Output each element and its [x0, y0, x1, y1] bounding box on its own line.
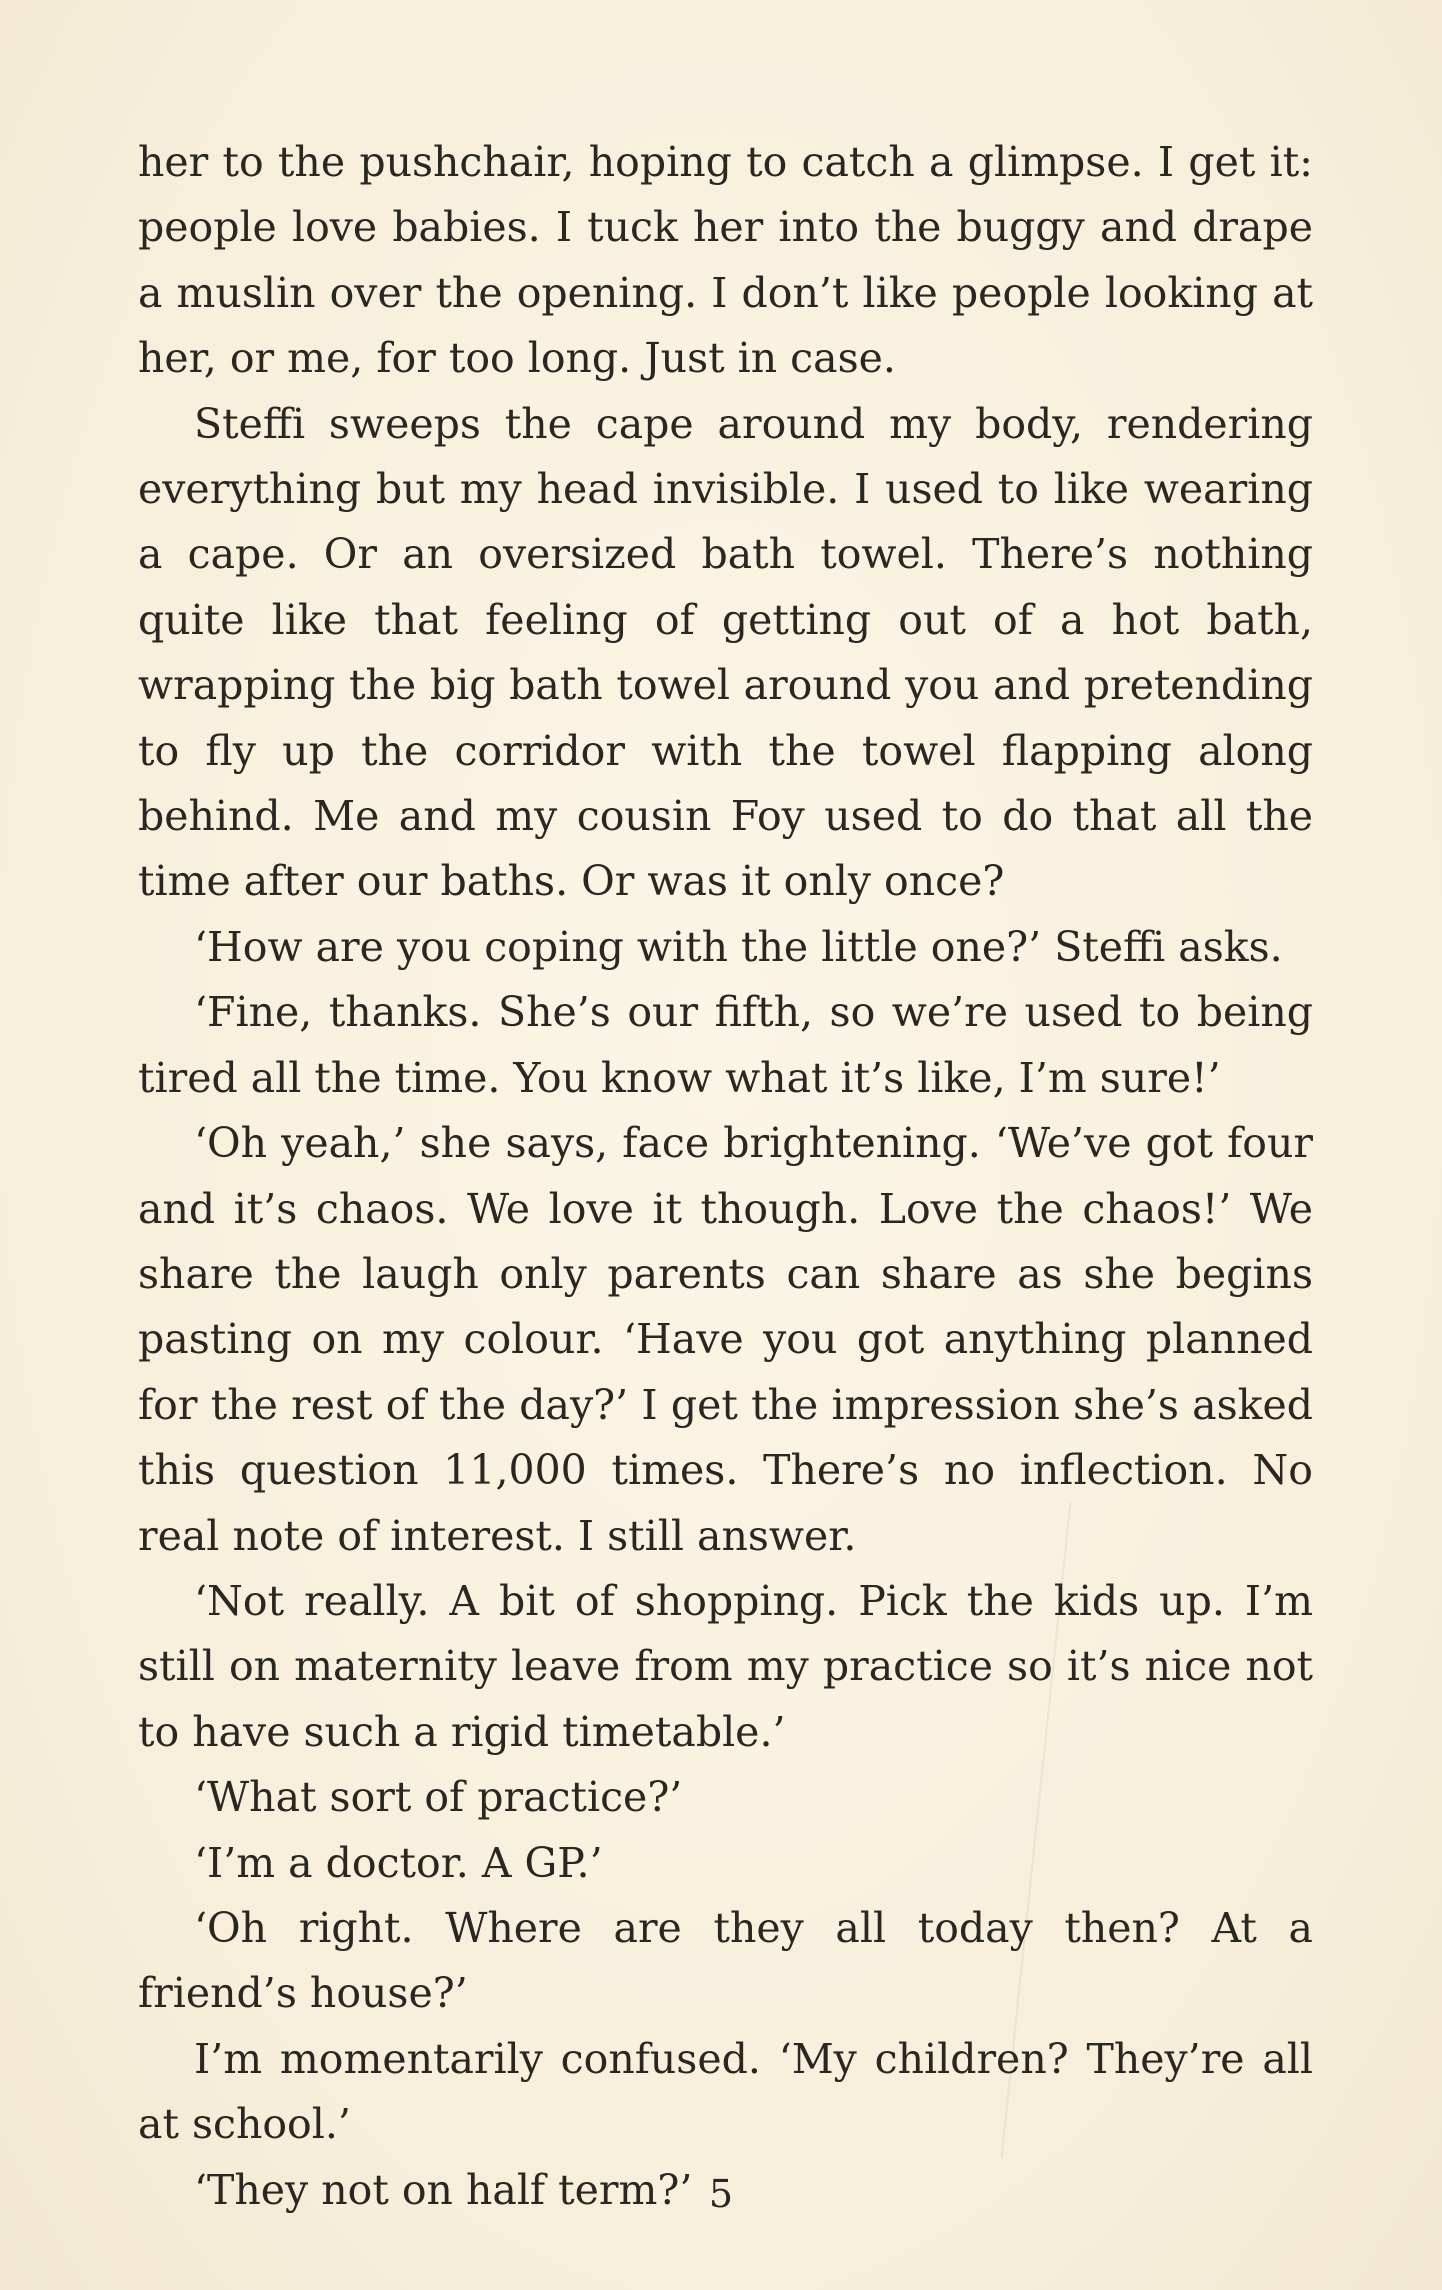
paragraph-3: ‘How are you coping with the little one?’ Steffi asks. [194, 922, 1283, 971]
page-number: 5 [708, 2172, 734, 2216]
paragraph-10: I’m momentarily confused. ‘My children? They’re all at school.’ [138, 2034, 1313, 2149]
paragraph-2: Steffi sweeps the cape around my body, rendering everything but my head invisible. I used to like wearing a cape. Or an oversized bath towel. There’s nothing quite like that feeling of getting out of a hot bath, wrapping the big bath towel around you and pretending to fly up the corridor with the towel flapping along behind. Me and my cousin Foy used to do that all the time after our baths. Or was it only once? [138, 399, 1313, 906]
paragraph-5: ‘Oh yeah,’ she says, face brightening. ‘We’ve got four and it’s chaos. We love it though. Love the chaos!’ We share the laugh only parents can share as she begins pasting on my colour. ‘Have you got anything planned for the rest of the day?’ I get the impression she’s asked this question 11,000 times. There’s no inflection. No real note of interest. I still answer. [138, 1119, 1313, 1560]
paragraph-6: ‘Not really. A bit of shopping. Pick the kids up. I’m still on maternity leave from my practice so it’s nice not to have such a rigid timetable.’ [138, 1576, 1313, 1756]
paragraph-4: ‘Fine, thanks. She’s our fifth, so we’re used to being tired all the time. You know what it’s like, I’m sure!’ [138, 988, 1313, 1102]
paragraph-1: her to the pushchair, hoping to catch a glimpse. I get it: people love babies. I tuck her into the buggy and drape a muslin over the opening. I don’t like people looking at her, or me, for too long. Just in case. [138, 138, 1313, 383]
paragraph-8: ‘I’m a doctor. A GP.’ [194, 1838, 603, 1887]
paragraph-7: ‘What sort of practice?’ [194, 1773, 683, 1822]
paragraph-11: ‘They not on half term?’ [194, 2165, 693, 2214]
paragraph-9: ‘Oh right. Where are they all today then? At a friend’s house?’ [138, 1903, 1313, 2018]
body-text [138, 130, 1313, 2223]
